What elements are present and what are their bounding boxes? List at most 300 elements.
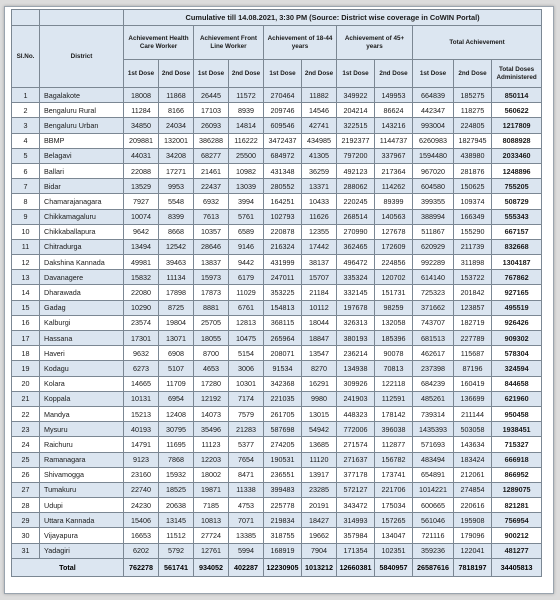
total-doses-cell: 560622 [492,103,542,118]
dose-cell: 5107 [159,361,194,376]
dose-cell: 22437 [194,179,229,194]
dose-cell: 335324 [337,270,375,285]
table-row [12,498,542,513]
dose-cell: 7613 [194,209,229,224]
dose-cell: 122118 [375,376,413,391]
dose-cell: 13039 [229,179,264,194]
dose-cell: 166349 [454,209,492,224]
dose-cell: 208071 [264,346,302,361]
dose-cell: 11512 [159,528,194,543]
district-cell: Gadag [40,300,124,315]
district-cell: Shivamogga [40,467,124,482]
dose-cell: 438980 [454,148,492,163]
total-doses-cell: 866952 [492,467,542,482]
sl-no-cell: 6 [12,163,40,178]
total-cell: 12230905 [264,558,302,576]
dose-cell: 359236 [413,543,454,558]
dose-cell: 2192377 [337,133,375,148]
dose-cell: 241903 [337,391,375,406]
table-title: Cumulative till 14.08.2021, 3:30 PM (Source: District wise coverage in CoWIN Portal) [124,10,542,26]
dose-cell: 22088 [124,163,159,178]
dose-cell: 17280 [194,376,229,391]
col-header-dose1: 1st Dose [264,60,302,88]
dose-cell: 17442 [302,239,337,254]
dose-cell: 20191 [302,498,337,513]
dose-cell: 314993 [337,513,375,528]
table-row [12,300,542,315]
sl-no-cell: 18 [12,346,40,361]
table-row [12,376,542,391]
dose-cell: 225778 [264,498,302,513]
sl-no-cell: 10 [12,224,40,239]
dose-cell: 185275 [454,88,492,103]
table-row [12,118,542,133]
dose-cell: 120702 [375,270,413,285]
dose-cell: 8471 [229,467,264,482]
dose-cell: 156782 [375,452,413,467]
dose-cell: 614140 [413,270,454,285]
dose-cell: 168919 [264,543,302,558]
table-row [12,224,542,239]
table-row [12,285,542,300]
dose-cell: 25705 [194,315,229,330]
district-cell: Yadagiri [40,543,124,558]
district-cell: Dakshina Kannada [40,255,124,270]
dose-cell: 160419 [454,376,492,391]
dose-cell: 220878 [264,224,302,239]
dose-cell: 30795 [159,422,194,437]
dose-cell: 13371 [302,179,337,194]
dose-cell: 462617 [413,346,454,361]
total-doses-cell: 927165 [492,285,542,300]
dose-cell: 68277 [194,148,229,163]
total-doses-cell: 755205 [492,179,542,194]
vaccination-coverage-table [11,9,542,577]
total-doses-cell: 481277 [492,543,542,558]
dose-cell: 14814 [229,118,264,133]
sl-no-cell: 15 [12,300,40,315]
dose-cell: 654891 [413,467,454,482]
dose-cell: 132058 [375,315,413,330]
dose-cell: 86624 [375,103,413,118]
dose-cell: 11120 [302,452,337,467]
sl-no-cell: 7 [12,179,40,194]
dose-cell: 13145 [159,513,194,528]
district-cell: Chikkamagaluru [40,209,124,224]
district-cell: Chamarajanagara [40,194,124,209]
dose-cell: 442347 [413,103,454,118]
dose-cell: 7579 [229,406,264,421]
dose-cell: 24230 [124,498,159,513]
dose-cell: 11029 [229,285,264,300]
table-row [12,239,542,254]
district-cell: BBMP [40,133,124,148]
table-row [12,209,542,224]
sl-no-cell: 2 [12,103,40,118]
district-cell: Chitradurga [40,239,124,254]
dose-cell: 9123 [124,452,159,467]
dose-cell: 13917 [302,467,337,482]
total-cell: 762278 [124,558,159,576]
dose-cell: 6932 [194,194,229,209]
dose-cell: 17103 [194,103,229,118]
col-header-dose2: 2nd Dose [159,60,194,88]
dose-cell: 13494 [124,239,159,254]
dose-cell: 10813 [194,513,229,528]
sl-no-cell: 26 [12,467,40,482]
dose-cell: 116222 [229,133,264,148]
dose-cell: 127678 [375,224,413,239]
dose-cell: 8725 [159,300,194,315]
table-title-spacer [12,10,40,26]
dose-cell: 149953 [375,88,413,103]
dose-cell: 14791 [124,437,159,452]
dose-cell: 39463 [159,255,194,270]
dose-cell: 16653 [124,528,159,543]
table-row [12,452,542,467]
dose-cell: 797200 [337,148,375,163]
dose-cell: 220245 [337,194,375,209]
dose-cell: 399355 [413,194,454,209]
total-cell: 934052 [194,558,229,576]
dose-cell: 4753 [229,498,264,513]
district-cell: Vijayapura [40,528,124,543]
dose-cell: 237398 [413,361,454,376]
dose-cell: 19804 [159,315,194,330]
table-row [12,467,542,482]
dose-cell: 271574 [337,437,375,452]
dose-cell: 11626 [302,209,337,224]
sl-no-cell: 3 [12,118,40,133]
dose-cell: 13529 [124,179,159,194]
col-header-district: District [40,26,124,88]
table-row [12,406,542,421]
dose-cell: 609546 [264,118,302,133]
dose-cell: 224856 [375,255,413,270]
total-doses-cell: 555343 [492,209,542,224]
dose-cell: 155290 [454,224,492,239]
dose-cell: 362465 [337,239,375,254]
dose-cell: 19871 [194,482,229,497]
dose-cell: 10290 [124,300,159,315]
dose-cell: 261705 [264,406,302,421]
dose-cell: 8270 [302,361,337,376]
dose-cell: 195908 [454,513,492,528]
table-row [12,148,542,163]
dose-cell: 23285 [302,482,337,497]
dose-cell: 12813 [229,315,264,330]
dose-cell: 34850 [124,118,159,133]
dose-cell: 102793 [264,209,302,224]
table-row [12,361,542,376]
dose-cell: 6908 [159,346,194,361]
dose-cell: 9632 [124,346,159,361]
dose-cell: 6179 [229,270,264,285]
table-row [12,163,542,178]
dose-cell: 204214 [337,103,375,118]
dose-cell: 620929 [413,239,454,254]
dose-cell: 604580 [413,179,454,194]
dose-cell: 684239 [413,376,454,391]
dose-cell: 24034 [159,118,194,133]
dose-cell: 224805 [454,118,492,133]
dose-cell: 274205 [264,437,302,452]
dose-cell: 211144 [454,406,492,421]
total-doses-cell: 1217809 [492,118,542,133]
dose-cell: 4653 [194,361,229,376]
col-header-dose2: 2nd Dose [375,60,413,88]
group-header-flw: Achievement Front Line Worker [194,26,264,60]
dose-cell: 44031 [124,148,159,163]
table-row [12,315,542,330]
dose-cell: 17271 [159,163,194,178]
dose-cell: 396038 [375,422,413,437]
dose-cell: 3994 [229,194,264,209]
dose-cell: 1144737 [375,133,413,148]
dose-cell: 27724 [194,528,229,543]
sl-no-cell: 12 [12,255,40,270]
dose-cell: 503058 [454,422,492,437]
dose-cell: 8668 [159,224,194,239]
total-doses-cell: 756954 [492,513,542,528]
dose-cell: 134047 [375,528,413,543]
dose-cell: 7927 [124,194,159,209]
sl-no-cell: 20 [12,376,40,391]
dose-cell: 322515 [337,118,375,133]
total-doses-cell: 495519 [492,300,542,315]
total-doses-cell: 508729 [492,194,542,209]
sl-no-cell: 30 [12,528,40,543]
total-doses-cell: 926426 [492,315,542,330]
dose-cell: 151731 [375,285,413,300]
district-cell: Dharawada [40,285,124,300]
dose-cell: 23160 [124,467,159,482]
dose-cell: 380193 [337,331,375,346]
table-row [12,255,542,270]
dose-cell: 431999 [264,255,302,270]
dose-cell: 11284 [124,103,159,118]
dose-cell: 10131 [124,391,159,406]
dose-cell: 14546 [302,103,337,118]
dose-cell: 684972 [264,148,302,163]
col-header-dose1: 1st Dose [337,60,375,88]
dose-cell: 136699 [454,391,492,406]
sl-no-cell: 4 [12,133,40,148]
dose-cell: 90078 [375,346,413,361]
table-row [12,513,542,528]
dose-cell: 221035 [264,391,302,406]
district-cell: Ramanagara [40,452,124,467]
dose-cell: 41305 [302,148,337,163]
dose-cell: 221706 [375,482,413,497]
dose-cell: 11572 [229,88,264,103]
dose-cell: 18044 [302,315,337,330]
district-cell: Mandya [40,406,124,421]
dose-cell: 12203 [194,452,229,467]
dose-cell: 9442 [229,255,264,270]
dose-cell: 6202 [124,543,159,558]
dose-cell: 13071 [159,331,194,346]
table-title-spacer [40,10,124,26]
total-doses-cell: 1289075 [492,482,542,497]
dose-cell: 6761 [229,300,264,315]
district-cell: Chikkaballapura [40,224,124,239]
dose-cell: 118275 [454,103,492,118]
dose-cell: 171354 [337,543,375,558]
total-row [12,558,542,576]
dose-cell: 332145 [337,285,375,300]
dose-cell: 3472437 [264,133,302,148]
district-cell: Uttara Kannada [40,513,124,528]
dose-cell: 17873 [194,285,229,300]
dose-cell: 9146 [229,239,264,254]
table-row [12,88,542,103]
table-row [12,482,542,497]
total-doses-cell: 850114 [492,88,542,103]
dose-cell: 12408 [159,406,194,421]
dose-cell: 11709 [159,376,194,391]
table-row [12,543,542,558]
dose-cell: 342368 [264,376,302,391]
dose-cell: 132001 [159,133,194,148]
dose-cell: 216324 [264,239,302,254]
dose-cell: 13015 [302,406,337,421]
dose-cell: 8399 [159,209,194,224]
dose-cell: 326313 [337,315,375,330]
district-cell: Kalburgi [40,315,124,330]
dose-cell: 34208 [159,148,194,163]
sl-no-cell: 23 [12,422,40,437]
dose-cell: 7071 [229,513,264,528]
dose-cell: 140563 [375,209,413,224]
dose-cell: 386288 [194,133,229,148]
dose-cell: 87196 [454,361,492,376]
district-cell: Raichuru [40,437,124,452]
district-cell: Tumakuru [40,482,124,497]
dose-cell: 9953 [159,179,194,194]
sl-no-cell: 27 [12,482,40,497]
dose-cell: 164251 [264,194,302,209]
dose-cell: 21283 [229,422,264,437]
dose-cell: 10433 [302,194,337,209]
dose-cell: 10301 [229,376,264,391]
dose-cell: 150625 [454,179,492,194]
total-doses-cell: 1304187 [492,255,542,270]
dose-cell: 5792 [159,543,194,558]
dose-cell: 993004 [413,118,454,133]
dose-cell: 1435393 [413,422,454,437]
sl-no-cell: 25 [12,452,40,467]
dose-cell: 561046 [413,513,454,528]
dose-cell: 220616 [454,498,492,513]
dose-cell: 9642 [124,224,159,239]
dose-cell: 5994 [229,543,264,558]
dose-cell: 8166 [159,103,194,118]
district-cell: Kodagu [40,361,124,376]
dose-cell: 18002 [194,467,229,482]
dose-cell: 265964 [264,331,302,346]
total-doses-cell: 8088928 [492,133,542,148]
group-header-45plus: Achievement of 45+ years [337,26,413,60]
col-header-dose1: 1st Dose [194,60,229,88]
dose-cell: 173741 [375,467,413,482]
dose-cell: 388994 [413,209,454,224]
dose-cell: 89399 [375,194,413,209]
table-row [12,179,542,194]
dose-cell: 183424 [454,452,492,467]
dose-cell: 6954 [159,391,194,406]
dose-cell: 7654 [229,452,264,467]
dose-cell: 123857 [454,300,492,315]
total-cell: 561741 [159,558,194,576]
total-doses-cell: 909302 [492,331,542,346]
dose-cell: 721116 [413,528,454,543]
total-doses-cell: 324594 [492,361,542,376]
total-cell: 26587616 [413,558,454,576]
sl-no-cell: 17 [12,331,40,346]
dose-cell: 115687 [454,346,492,361]
dose-cell: 7185 [194,498,229,513]
dose-cell: 12192 [194,391,229,406]
dose-cell: 18427 [302,513,337,528]
sl-no-cell: 13 [12,270,40,285]
dose-cell: 190531 [264,452,302,467]
table-row [12,331,542,346]
dose-cell: 42741 [302,118,337,133]
total-doses-cell: 832668 [492,239,542,254]
col-header-slno: Sl.No. [12,26,40,88]
dose-cell: 219834 [264,513,302,528]
dose-cell: 122041 [454,543,492,558]
dose-cell: 664839 [413,88,454,103]
dose-cell: 337967 [375,148,413,163]
dose-cell: 21461 [194,163,229,178]
dose-cell: 102351 [375,543,413,558]
total-doses-cell: 621960 [492,391,542,406]
dose-cell: 15832 [124,270,159,285]
dose-cell: 399483 [264,482,302,497]
dose-cell: 14073 [194,406,229,421]
total-doses-cell: 844658 [492,376,542,391]
dose-cell: 17898 [159,285,194,300]
dose-cell: 992289 [413,255,454,270]
table-row [12,133,542,148]
district-cell: Kolara [40,376,124,391]
dose-cell: 20638 [159,498,194,513]
dose-cell: 572127 [337,482,375,497]
dose-cell: 9980 [302,391,337,406]
dose-cell: 268514 [337,209,375,224]
dose-cell: 10357 [194,224,229,239]
dose-cell: 40193 [124,422,159,437]
dose-cell: 5548 [159,194,194,209]
dose-cell: 309926 [337,376,375,391]
dose-cell: 772006 [337,422,375,437]
dose-cell: 25500 [229,148,264,163]
dose-cell: 154813 [264,300,302,315]
dose-cell: 496472 [337,255,375,270]
dose-cell: 15406 [124,513,159,528]
dose-cell: 739314 [413,406,454,421]
dose-cell: 434985 [302,133,337,148]
dose-cell: 368115 [264,315,302,330]
dose-cell: 36259 [302,163,337,178]
dose-cell: 485261 [413,391,454,406]
district-cell: Udupi [40,498,124,513]
dose-cell: 8939 [229,103,264,118]
dose-cell: 11695 [159,437,194,452]
dose-cell: 318755 [264,528,302,543]
